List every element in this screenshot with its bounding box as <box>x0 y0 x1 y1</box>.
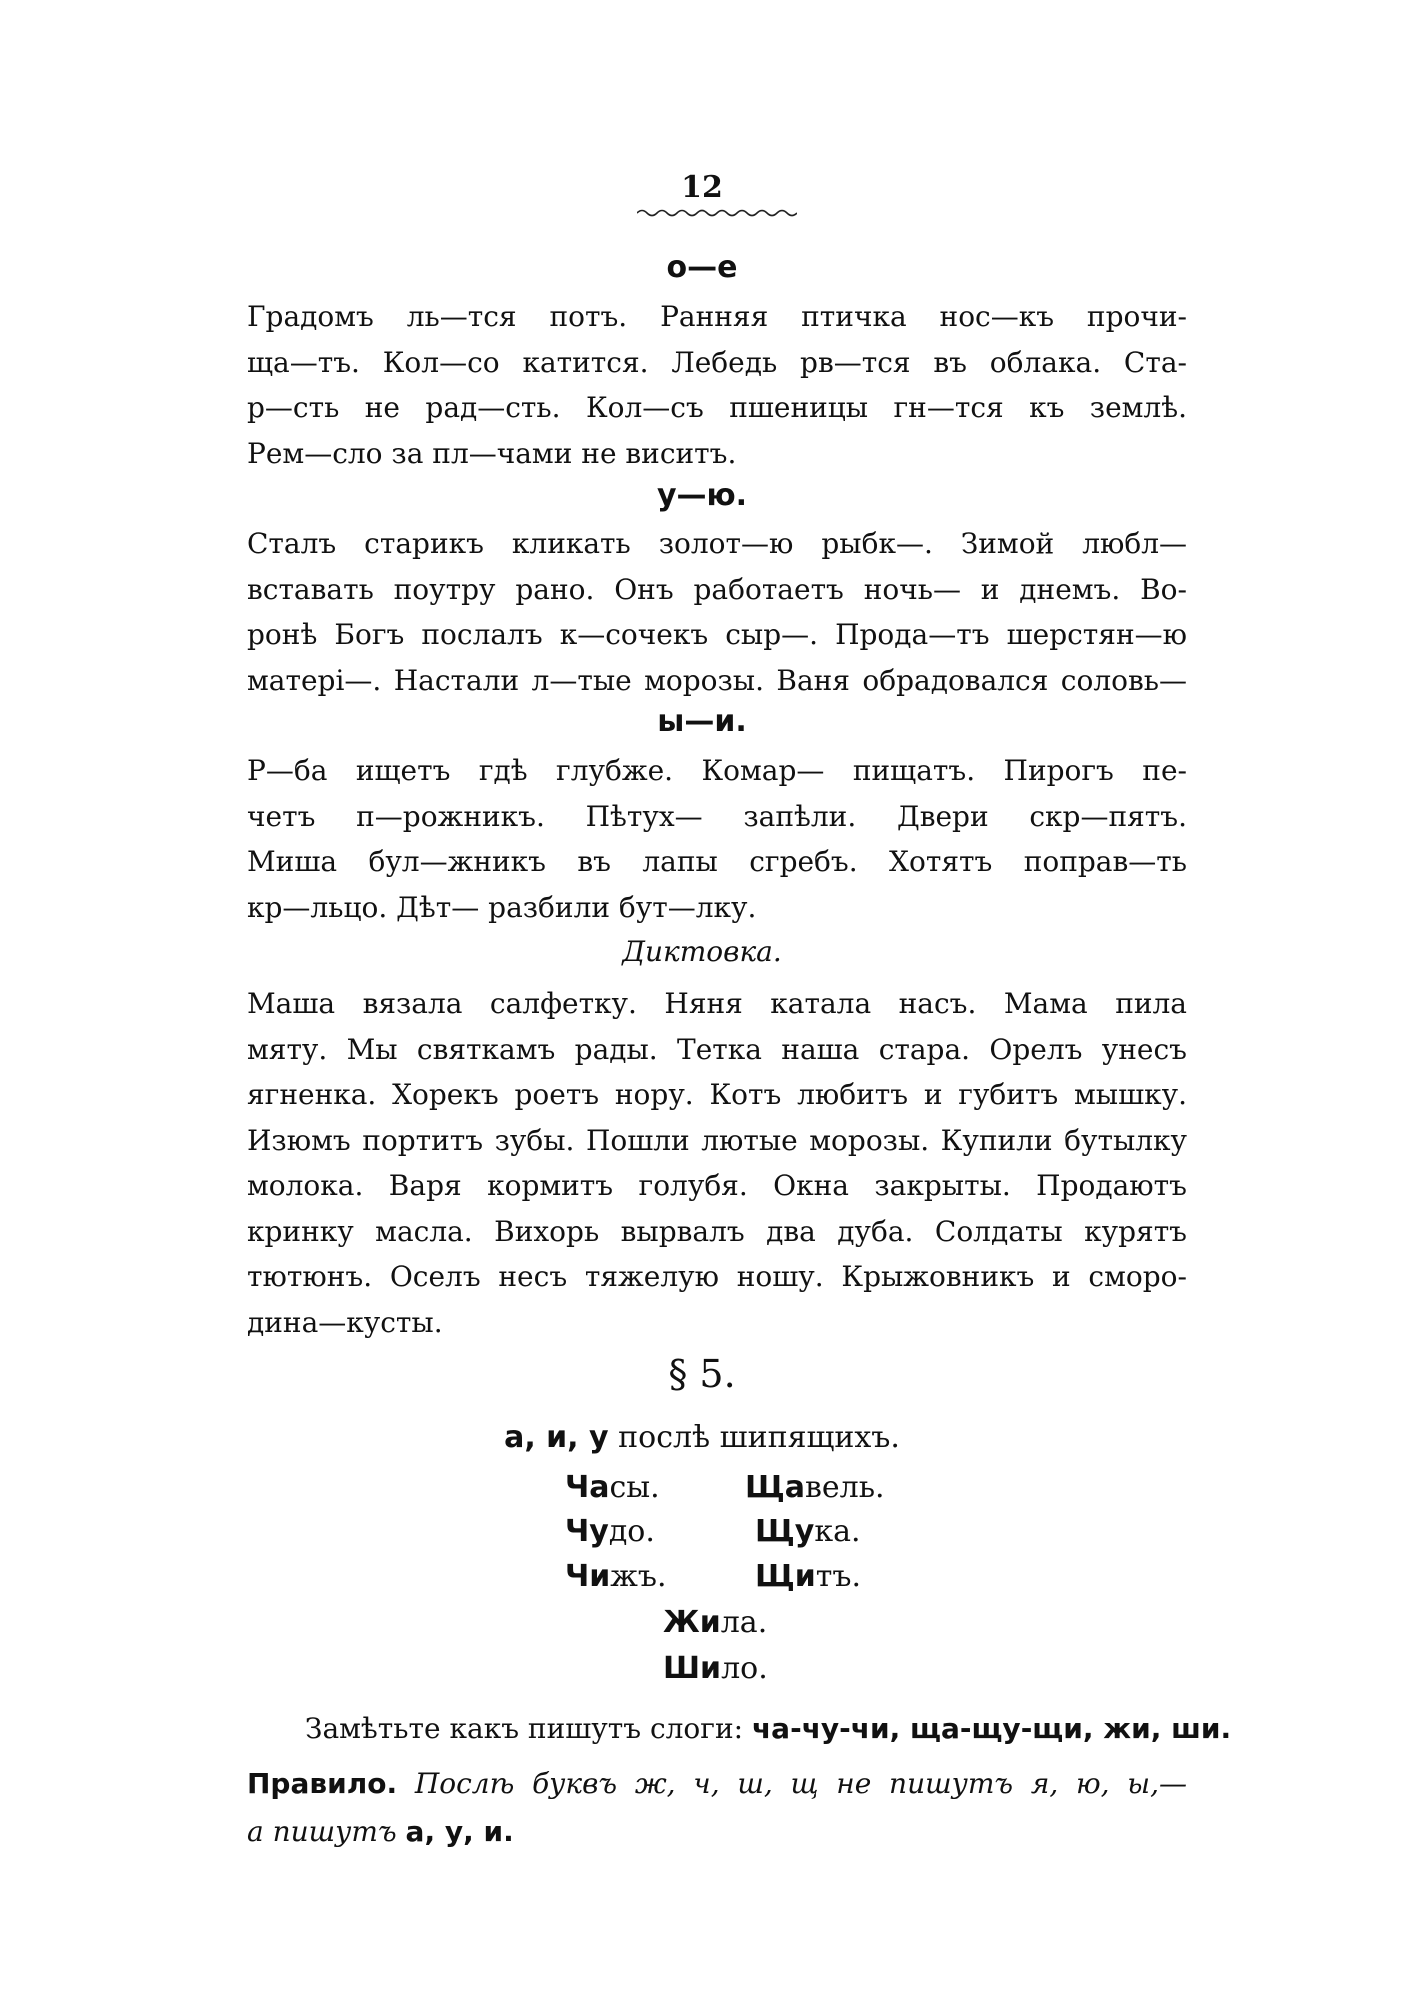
text-line: ягненка. Хорекъ роетъ нору. Котъ любитъ и губитъ мышку. <box>247 1078 1187 1111</box>
word-shchavel: Щавель. <box>745 1470 885 1505</box>
text-line: дина—кусты. <box>247 1305 443 1339</box>
section-5-title: § 5. <box>668 1352 736 1396</box>
text-line: Градомъ ль—тся потъ. Ранняя птичка нос—къ прочи- <box>247 300 1187 333</box>
word-shchit: Щитъ. <box>755 1559 862 1594</box>
note-syllables <box>305 1712 1231 1745</box>
subtitle-text: послѣ шипящихъ. <box>618 1420 900 1455</box>
heading-u-yu: у—ю. <box>656 478 748 513</box>
text-line: Рем—сло за пл—чами не виситъ. <box>247 436 737 470</box>
decorative-wavy-rule <box>637 206 797 220</box>
page-number: 12 <box>681 170 723 205</box>
rule-line-1 <box>247 1760 1187 1808</box>
text-line: ща—тъ. Кол—со катится. Лебедь рв—тся въ облака. Ста- <box>247 345 1187 379</box>
subtitle-letters: а, и, у <box>504 1420 609 1455</box>
rule-letters: а, у, и. <box>405 1815 514 1848</box>
text-line: Изюмъ портитъ зубы. Пошли лютые морозы. Купили бутылку <box>247 1123 1187 1157</box>
text-line: вставать поутру рано. Онъ работаетъ ночь— и днемъ. Во- <box>247 572 1187 606</box>
word-zhila: Жила. <box>663 1605 768 1640</box>
text-line: молока. Варя кормитъ голубя. Окна закрыты. Продаютъ <box>247 1169 1187 1202</box>
exercise-u-yu <box>247 521 1187 703</box>
text-line: Маша вязала салфетку. Няня катала насъ. Мама пила <box>247 987 1187 1020</box>
text-line: Р—ба ищетъ гдѣ глубже. Комар— пищатъ. Пирогъ пе- <box>247 754 1187 787</box>
word-shchuka: Щука. <box>755 1514 861 1549</box>
rule-label: Правило. <box>247 1767 398 1800</box>
text-line: матері—. Настали л—тые морозы. Ваня обрадовался соловь— <box>247 663 1187 697</box>
text-line: кринку масла. Вихорь вырвалъ два дуба. Солдаты курятъ <box>247 1214 1187 1248</box>
word-shilo: Шило. <box>663 1651 768 1686</box>
exercise-y-i <box>247 748 1187 930</box>
rule-line-2 <box>247 1808 1187 1856</box>
text-line: ронѣ Богъ послалъ к—сочекъ сыр—. Прода—тъ шерстян—ю <box>247 618 1187 651</box>
text-line: Сталъ старикъ кликать золот—ю рыбк—. Зимой любл— <box>247 527 1187 560</box>
dictation-text <box>247 981 1187 1345</box>
rule-text-2: а пишутъ <box>247 1815 397 1848</box>
heading-y-i: ы—и. <box>657 704 747 739</box>
word-chizh: Чижъ. <box>565 1559 667 1594</box>
word-chasy: Часы. <box>565 1470 660 1505</box>
exercise-o-e <box>247 294 1187 476</box>
word-chudo: Чудо. <box>565 1514 655 1549</box>
dictation-heading: Диктовка. <box>622 935 782 968</box>
text-line: тютюнъ. Оселъ несъ тяжелую ношу. Крыжовникъ и сморо- <box>247 1260 1187 1293</box>
text-line: р—сть не рад—сть. Кол—съ пшеницы гн—тся къ землѣ. <box>247 391 1187 424</box>
text-line: мяту. Мы святкамъ рады. Тетка наша стара. Орелъ унесъ <box>247 1032 1187 1066</box>
text-line: четъ п—рожникъ. Пѣтух— запѣли. Двери скр—пятъ. <box>247 799 1187 833</box>
heading-o-e: о—е <box>666 250 738 285</box>
note-prefix: Замѣтьте какъ пишутъ слоги: <box>305 1712 744 1745</box>
rule-text-1: Послѣ буквъ ж, ч, ш, щ не пишутъ я, ю, ы,— <box>414 1767 1187 1800</box>
rule-block <box>247 1760 1187 1856</box>
section-5-subtitle <box>0 1420 1404 1455</box>
note-syllables-bold: ча-чу-чи, ща-щу-щи, жи, ши. <box>751 1712 1232 1745</box>
text-line: кр—льцо. Дѣт— разбили бут—лку. <box>247 890 757 924</box>
text-line: Миша бул—жникъ въ лапы сгребъ. Хотятъ поправ—ть <box>247 845 1187 878</box>
